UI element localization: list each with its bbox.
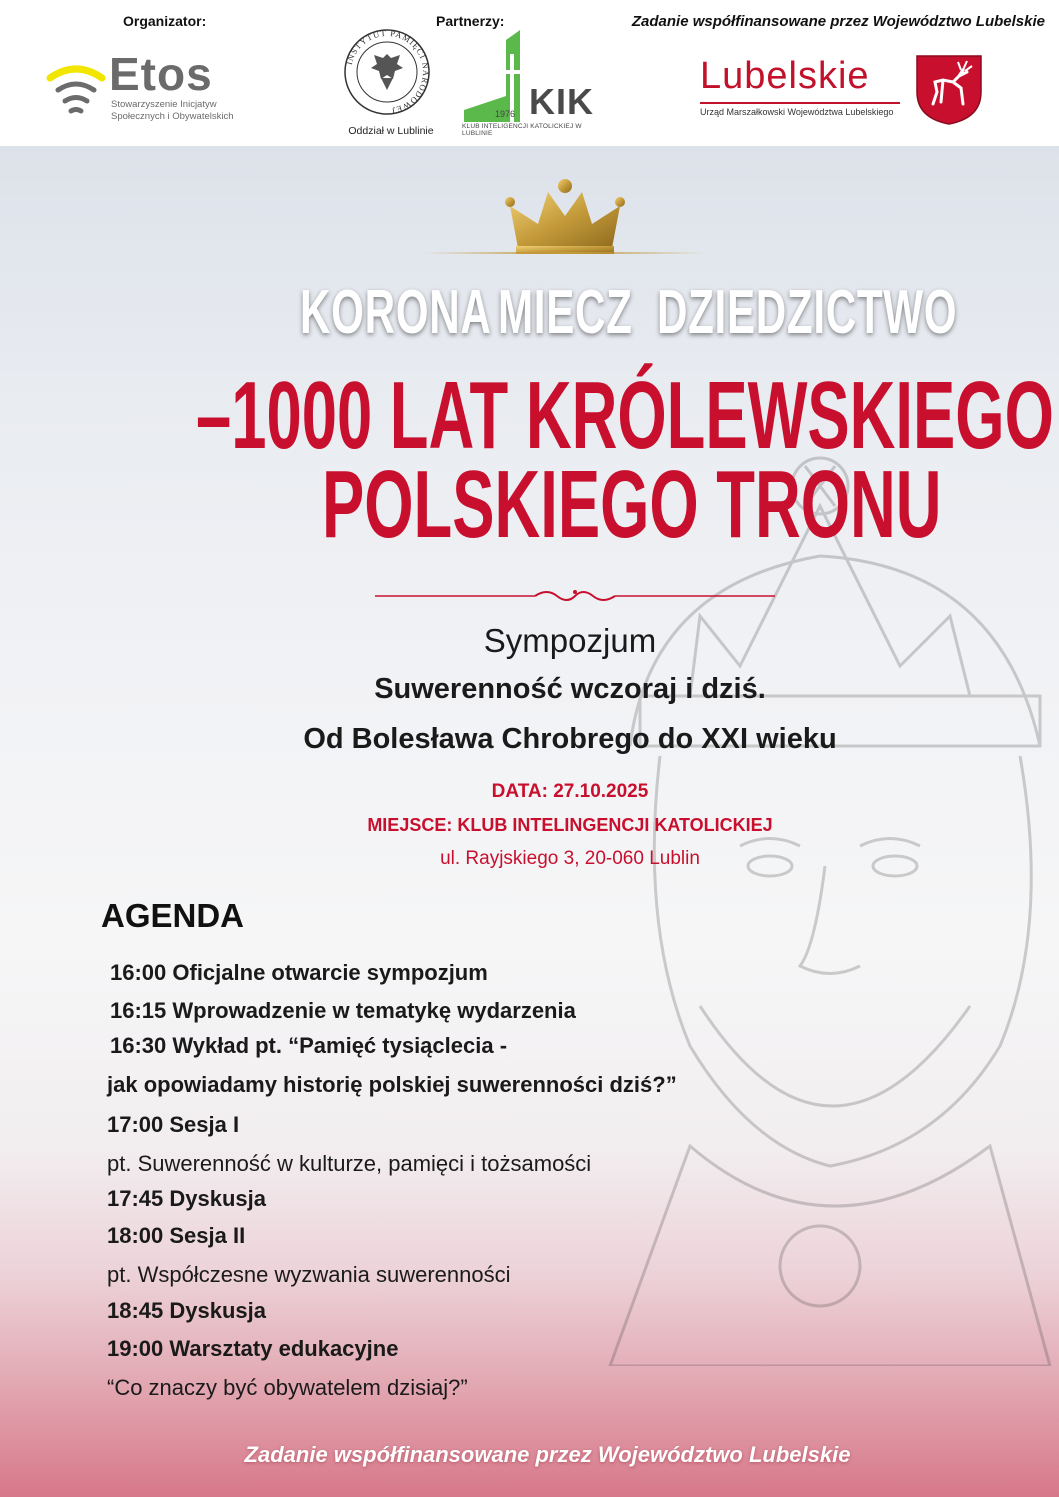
main-title-line1: –1000 LAT KRÓLEWSKIEGO	[196, 362, 1054, 469]
agenda-item: 17:45 Dyskusja	[107, 1186, 266, 1211]
agenda-item: 19:00 Warsztaty edukacyjne	[107, 1336, 399, 1361]
agenda-item: pt. Suwerenność w kulturze, pamięci i tożsamości	[107, 1151, 592, 1176]
agenda-item: “Co znaczy być obywatelem dzisiaj?”	[107, 1375, 468, 1400]
symposium-title-line1: Suwerenność wczoraj i dziś.	[374, 673, 766, 705]
etos-logo	[46, 50, 246, 125]
kik-subtitle: KLUB INTELIGENCJI KATOLICKIEJ W LUBLINIE	[462, 123, 582, 137]
event-place: MIEJSCE: KLUB INTELINGENCJI KATOLICKIEJ	[367, 815, 773, 835]
deer-shield-icon	[913, 52, 985, 126]
king-portrait-icon	[570, 446, 1059, 1366]
lubelskie-logo	[700, 52, 990, 127]
etos-subtitle: Stowarzyszenie Inicjatyw Społecznych i Obywatelskich	[111, 99, 234, 122]
etos-name: Etos	[109, 48, 213, 100]
event-address: ul. Rayjskiego 3, 20-060 Lublin	[440, 848, 700, 869]
footer-cofinanced: Zadanie współfinansowane przez Województwo Lubelskie	[244, 1442, 851, 1467]
ornament-divider-icon	[375, 586, 775, 606]
tagline-word-korona: KORONA	[300, 278, 492, 347]
agenda-item: 17:00 Sesja I	[107, 1112, 240, 1137]
kik-year: 1976	[495, 109, 516, 119]
agenda-item: 18:45 Dyskusja	[107, 1298, 266, 1323]
ipn-caption: Oddział w Lublinie	[348, 125, 434, 137]
wifi-icon	[46, 50, 106, 125]
kik-name: KIK	[529, 81, 594, 122]
lubelskie-underline	[700, 102, 900, 104]
agenda-item: jak opowiadamy historię polskiej suwerenności dziś?”	[107, 1072, 677, 1097]
lubelskie-subtitle: Urząd Marszałkowski Województwa Lubelskiego	[700, 107, 894, 117]
agenda-item: 18:00 Sesja II	[107, 1223, 246, 1248]
lubelskie-name: Lubelskie	[700, 55, 870, 97]
cofinanced-note: Zadanie współfinansowane przez Województwo Lubelskie	[631, 13, 1045, 30]
agenda-item: pt. Współczesne wyzwania suwerenności	[107, 1262, 511, 1287]
agenda-item: 16:00 Oficjalne otwarcie sympozjum	[110, 960, 488, 985]
crown-divider	[423, 252, 705, 254]
kik-logo	[462, 30, 612, 136]
ipn-seal-icon	[343, 28, 431, 116]
organizer-label: Organizator:	[123, 13, 207, 29]
symposium-label: Sympozjum	[483, 622, 657, 659]
partners-label: Partnerzy:	[436, 13, 505, 29]
tagline-word-dziedzictwo: DZIEDZICTWO	[657, 278, 958, 347]
tagline-word-miecz: MIECZ	[498, 278, 633, 347]
agenda-item: 16:30 Wykład pt. “Pamięć tysiąclecia -	[110, 1033, 508, 1058]
agenda-heading: AGENDA	[101, 897, 245, 934]
agenda-item: 16:15 Wprowadzenie w tematykę wydarzenia	[110, 998, 576, 1023]
main-title-line2: POLSKIEGO TRONU	[322, 451, 942, 558]
tagline	[0, 278, 1059, 348]
event-date: DATA: 27.10.2025	[491, 781, 649, 802]
crown-icon	[504, 178, 626, 256]
symposium-title-line2: Od Bolesława Chrobrego do XXI wieku	[303, 723, 837, 755]
ipn-seal-text: INSTYTUT PAMIĘCI NARODOWEJ	[343, 28, 431, 116]
